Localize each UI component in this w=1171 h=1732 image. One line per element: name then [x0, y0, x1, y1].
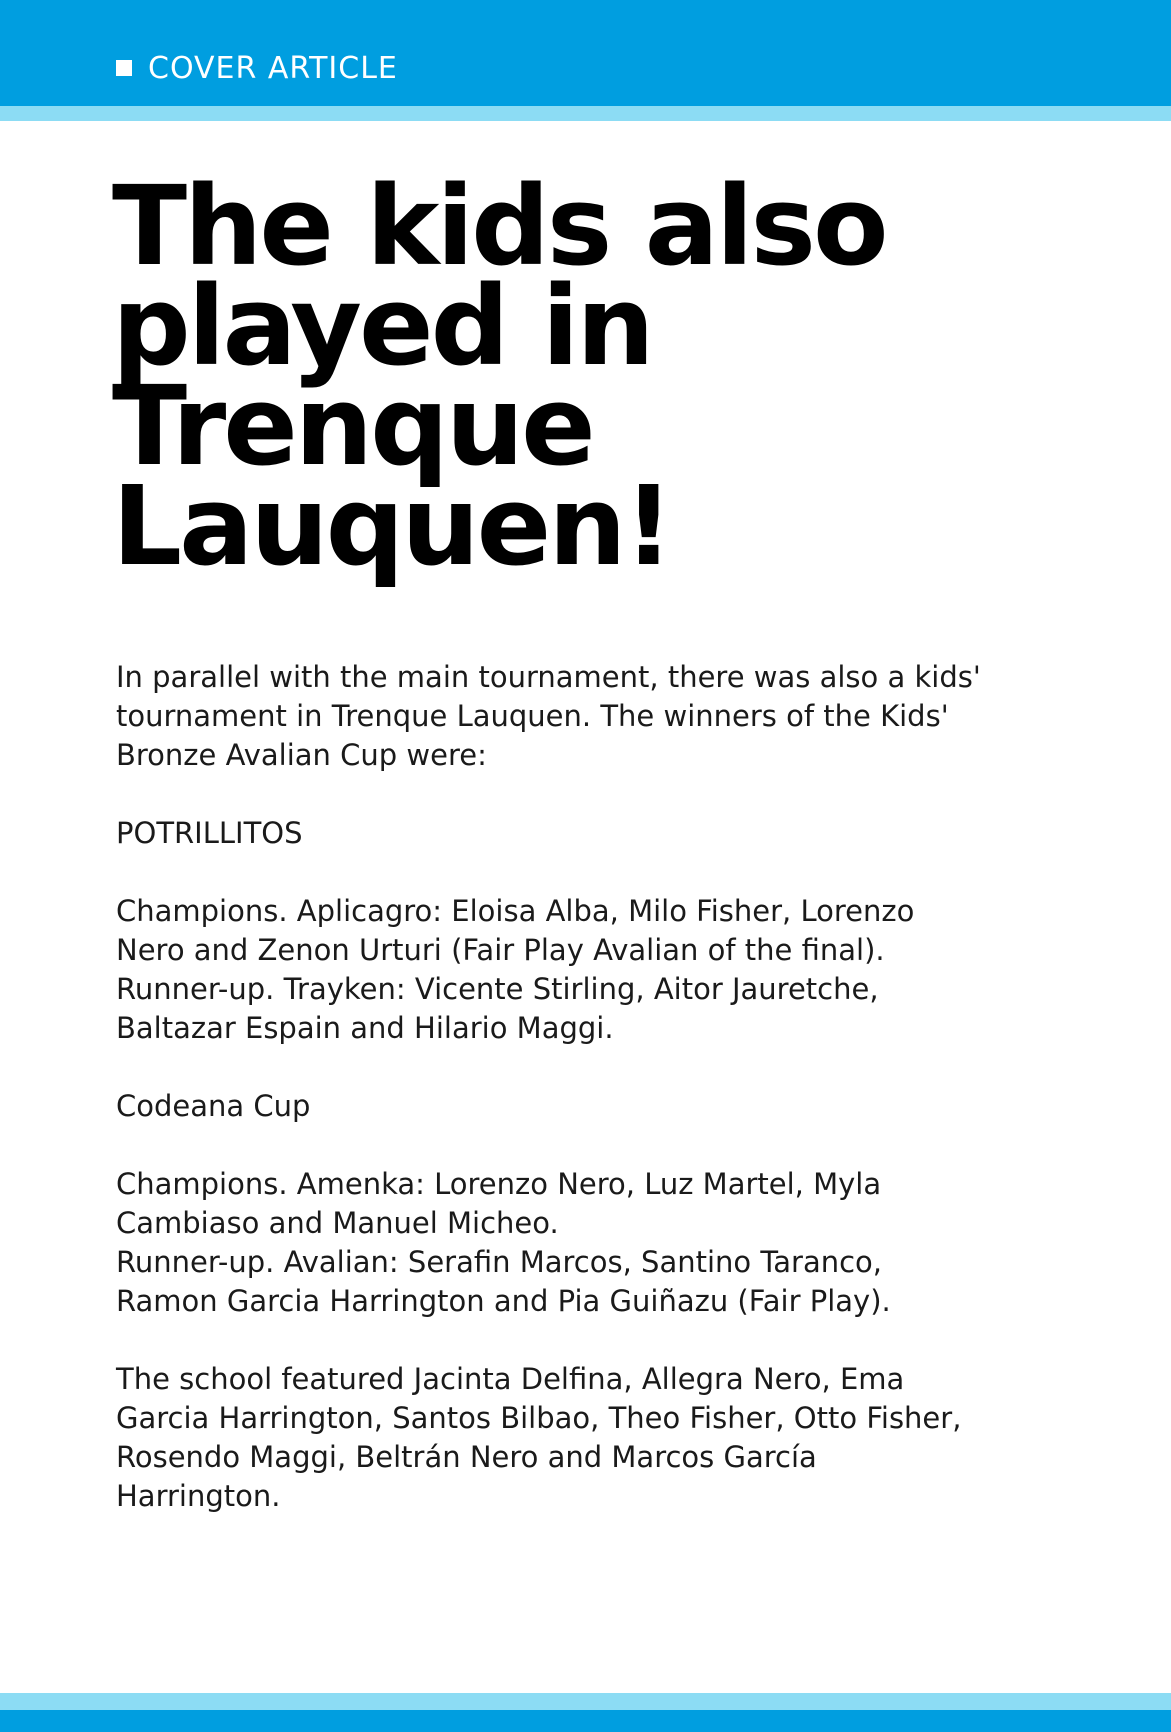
text-line: Nero and Zenon Urturi (Fair Play Avalian of the final). [116, 933, 885, 967]
text-line: Rosendo Maggi, Beltrán Nero and Marcos García [116, 1440, 817, 1474]
text-line: Runner-up. Avalian: Serafin Marcos, Santino Taranco, [116, 1245, 883, 1279]
article-headline [112, 162, 1072, 590]
headline-line: played in [112, 262, 652, 390]
text-line: Runner-up. Trayken: Vicente Stirling, Aitor Jauretche, [116, 972, 879, 1006]
article-body [116, 658, 1076, 1555]
school-paragraph [116, 1360, 1076, 1516]
footer-accent-stripe [0, 1693, 1171, 1710]
square-bullet-icon [116, 60, 132, 76]
headline-line: The kids also [112, 162, 886, 290]
text-line: Champions. Aplicagro: Eloisa Alba, Milo Fisher, Lorenzo [116, 894, 915, 928]
text-line: Bronze Avalian Cup were: [116, 738, 487, 772]
codeana-cup-results [116, 1165, 1076, 1321]
section-label-text: COVER ARTICLE [148, 50, 398, 86]
text-line: POTRILLITOS [116, 816, 303, 850]
potrillitos-results [116, 892, 1076, 1048]
text-line: tournament in Trenque Lauquen. The winners of the Kids' [116, 699, 949, 733]
text-line: Codeana Cup [116, 1089, 311, 1123]
text-line: Cambiaso and Manuel Micheo. [116, 1206, 559, 1240]
section-title-codeana-cup [116, 1087, 1076, 1126]
text-line: Ramon Garcia Harrington and Pia Guiñazu (Fair Play). [116, 1284, 891, 1318]
headline-line: Lauquen! [112, 462, 671, 590]
text-line: Harrington. [116, 1479, 281, 1513]
footer-bar [0, 1710, 1171, 1732]
text-line: The school featured Jacinta Delfina, Allegra Nero, Ema [116, 1362, 905, 1396]
text-line: Baltazar Espain and Hilario Maggi. [116, 1011, 614, 1045]
text-line: In parallel with the main tournament, there was also a kids' [116, 660, 981, 694]
text-line: Champions. Amenka: Lorenzo Nero, Luz Martel, Myla [116, 1167, 882, 1201]
headline-line: Trenque [112, 362, 593, 490]
intro-paragraph [116, 658, 1076, 775]
text-line: Garcia Harrington, Santos Bilbao, Theo Fisher, Otto Fisher, [116, 1401, 962, 1435]
section-label [116, 46, 398, 90]
header-accent-stripe [0, 106, 1171, 121]
section-title-potrillitos [116, 814, 1076, 853]
